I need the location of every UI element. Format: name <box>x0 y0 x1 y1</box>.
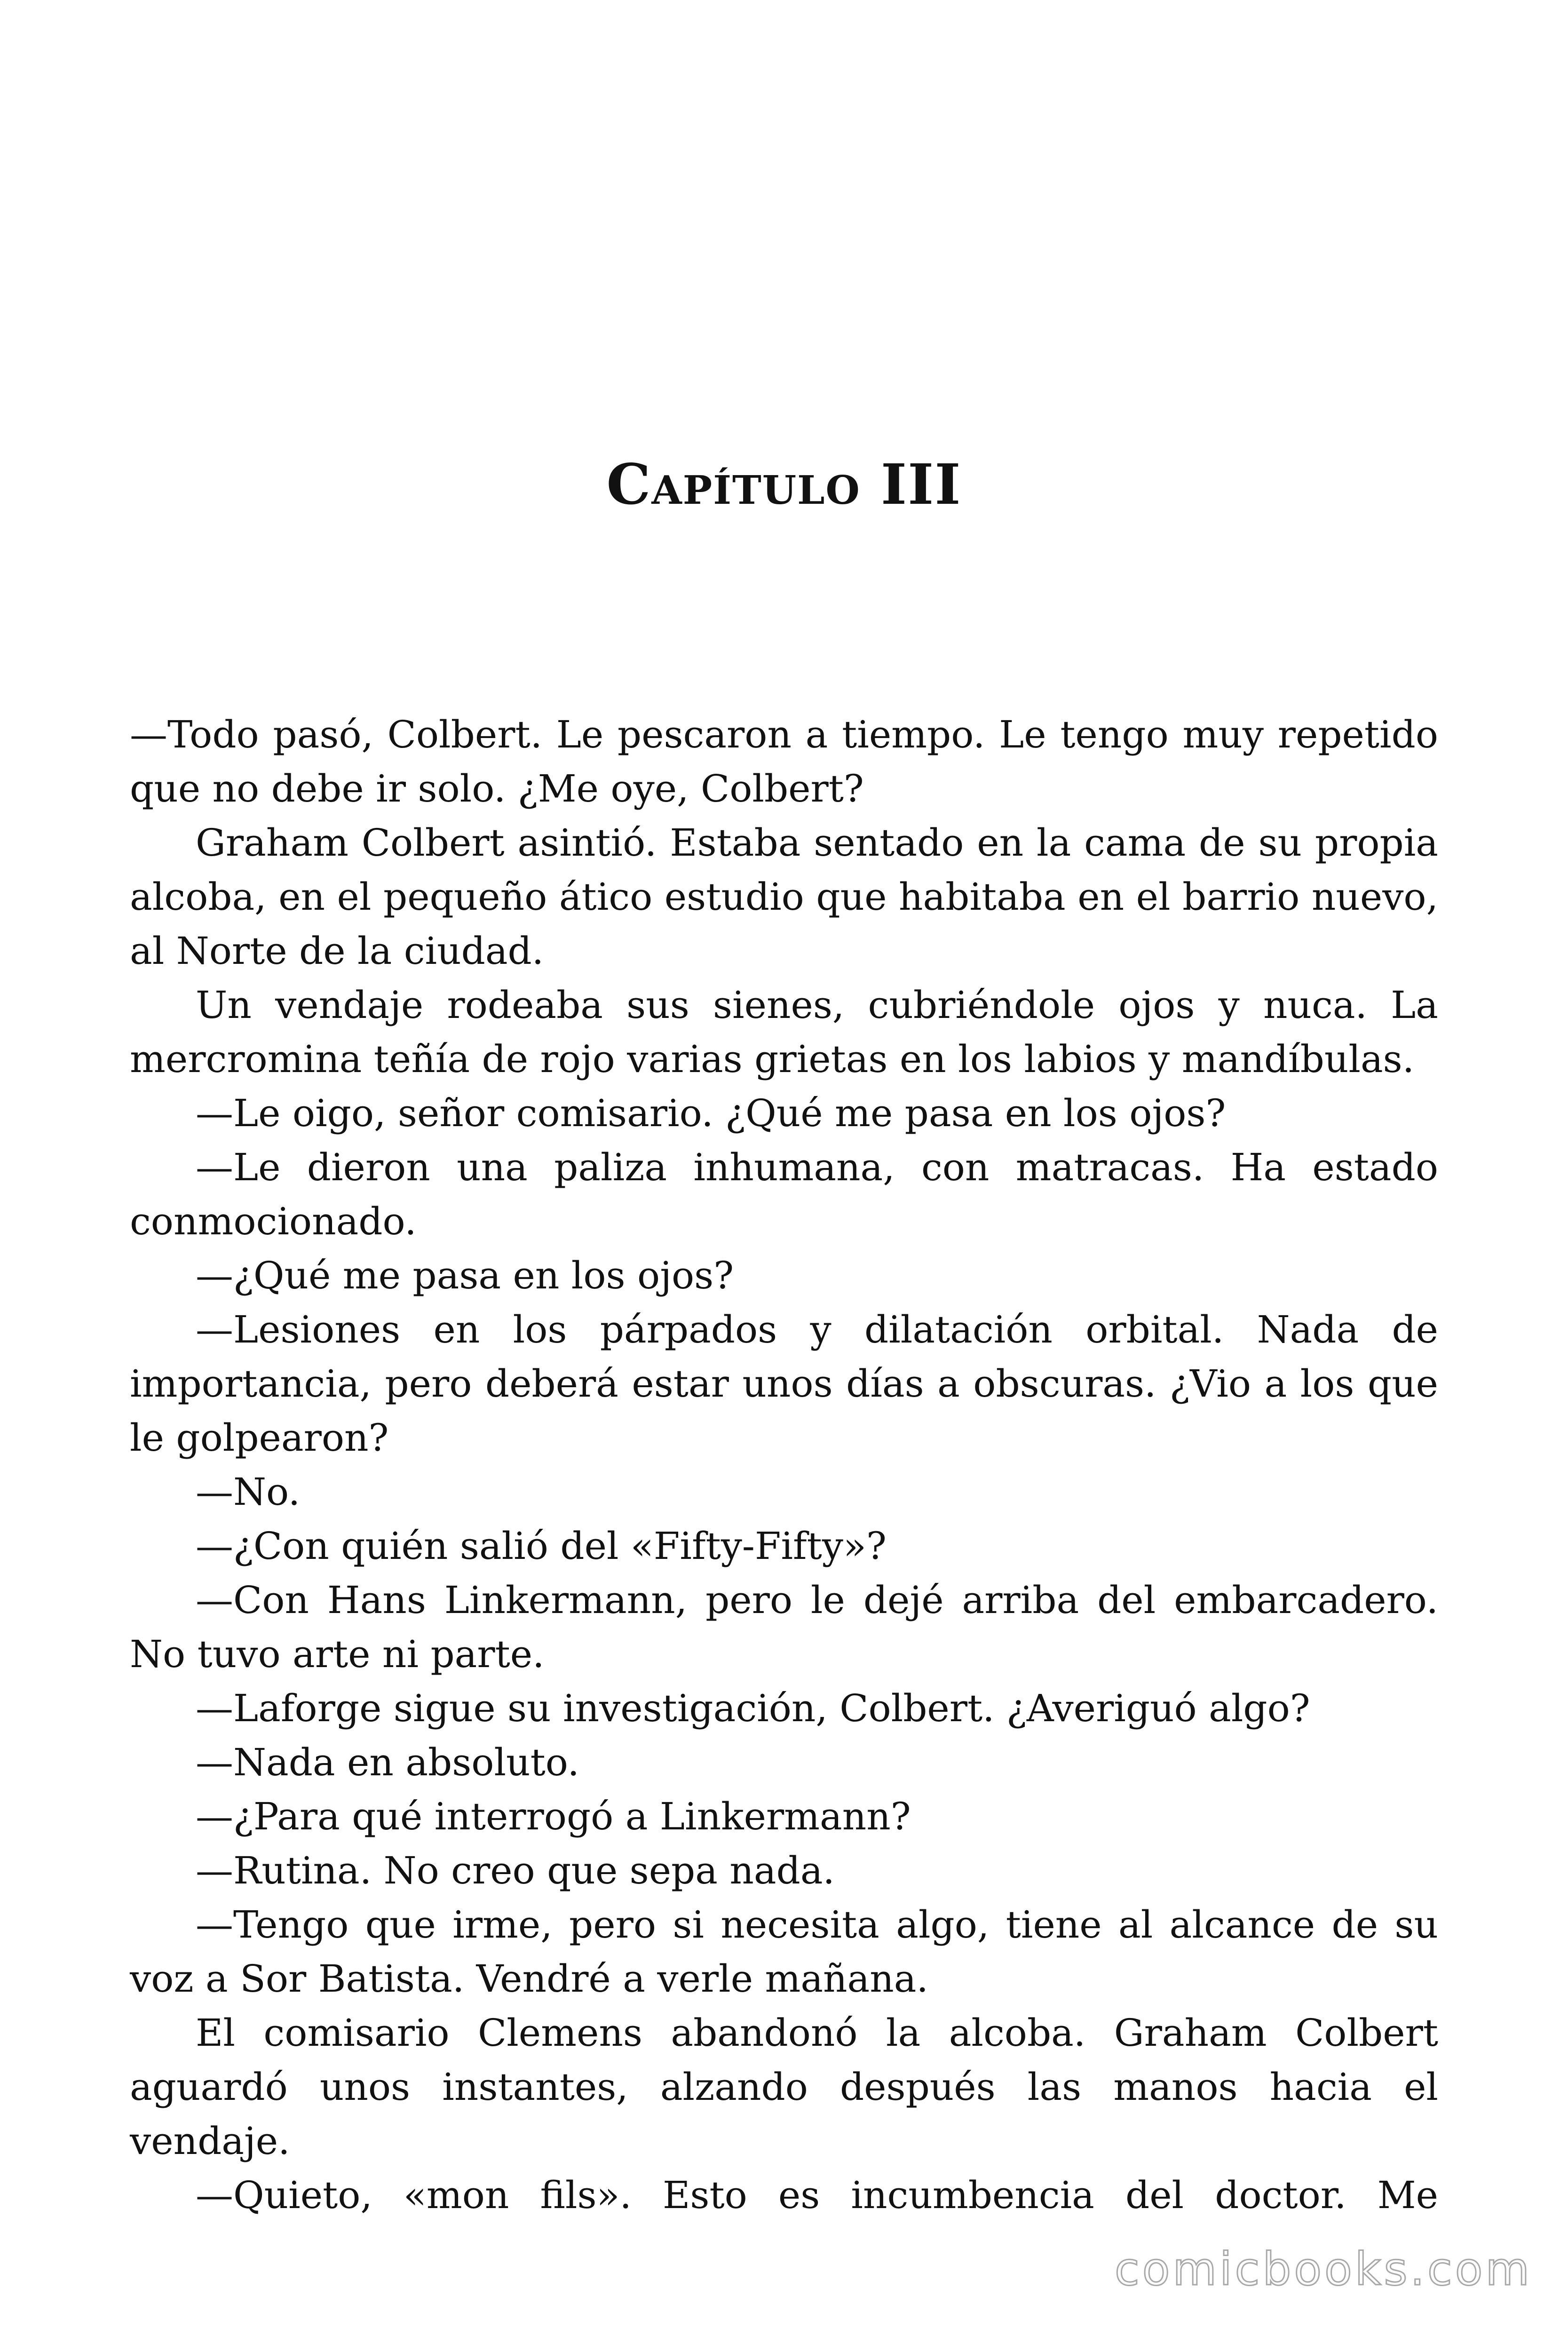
paragraph: —Tengo que irme, pero si necesita algo, tiene al alcance de su voz a Sor Batista. Vendré a verle mañana. <box>130 1903 1438 2001</box>
paragraph: —Le oigo, señor comisario. ¿Qué me pasa en los ojos? <box>196 1091 1226 1135</box>
watermark: comicbooks.com <box>1114 2243 1532 2296</box>
paragraph: Graham Colbert asintió. Estaba sentado en la cama de su propia alcoba, en el pequeño ático estudio que habitaba en el barrio nuevo, al Norte de la ciudad. <box>130 821 1438 973</box>
paragraph: —¿Con quién salió del «Fifty-Fifty»? <box>196 1524 887 1568</box>
paragraph: Un vendaje rodeaba sus sienes, cubriéndole ojos y nuca. La mercromina teñía de rojo varias grietas en los labios y mandíbulas. <box>130 983 1438 1081</box>
chapter-title: Capítulo III <box>606 452 962 517</box>
paragraph: —Lesiones en los párpados y dilatación orbital. Nada de importancia, pero deberá estar unos días a obscuras. ¿Vio a los que le golpearon? <box>130 1308 1438 1460</box>
paragraph: —Le dieron una paliza inhumana, con matracas. Ha estado conmocionado. <box>130 1145 1438 1243</box>
paragraph: —Quieto, «mon fils». Esto es incumbencia del doctor. Me <box>196 2173 1438 2217</box>
paragraph: —¿Para qué interrogó a Linkermann? <box>196 1795 911 1838</box>
paragraph: —Nada en absoluto. <box>196 1740 579 1784</box>
paragraph: —No. <box>196 1470 301 1514</box>
paragraph: —Todo pasó, Colbert. Le pescaron a tiempo. Le tengo muy repetido que no debe ir solo. ¿Me oye, Colbert? <box>130 713 1438 810</box>
paragraph: —Laforge sigue su investigación, Colbert. ¿Averiguó algo? <box>196 1686 1310 1730</box>
paragraph: —Con Hans Linkermann, pero le dejé arriba del embarcadero. No tuvo arte ni parte. <box>130 1578 1438 1676</box>
paragraph: —Rutina. No creo que sepa nada. <box>196 1849 835 1892</box>
paragraph: El comisario Clemens abandonó la alcoba. Graham Colbert aguardó unos instantes, alzando después las manos hacia el vendaje. <box>130 2011 1438 2163</box>
body-text <box>130 707 1438 2222</box>
paragraph: —¿Qué me pasa en los ojos? <box>196 1254 734 1297</box>
